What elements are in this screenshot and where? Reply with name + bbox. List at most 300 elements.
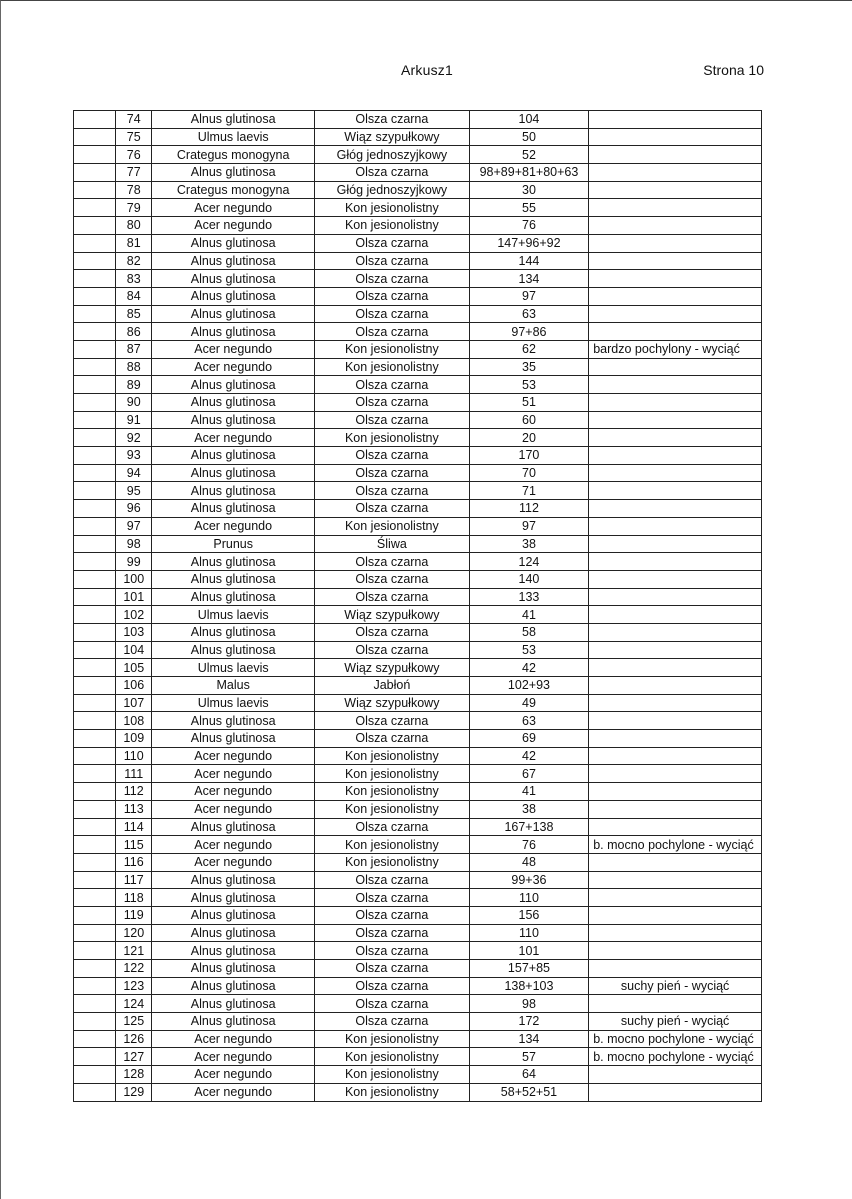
girth-cell: 140 bbox=[469, 570, 589, 588]
blank-cell bbox=[74, 588, 116, 606]
note-cell bbox=[589, 429, 762, 447]
girth-cell: 42 bbox=[469, 659, 589, 677]
note-cell bbox=[589, 535, 762, 553]
girth-cell: 138+103 bbox=[469, 977, 589, 995]
latin-name-cell: Alnus glutinosa bbox=[152, 323, 315, 341]
note-cell bbox=[589, 871, 762, 889]
blank-cell bbox=[74, 853, 116, 871]
table-row bbox=[74, 659, 762, 677]
tree-number-cell: 109 bbox=[116, 730, 152, 748]
note-cell bbox=[589, 553, 762, 571]
girth-cell: 60 bbox=[469, 411, 589, 429]
polish-name-cell: Olsza czarna bbox=[315, 818, 470, 836]
note-cell bbox=[589, 747, 762, 765]
table-row bbox=[74, 570, 762, 588]
blank-cell bbox=[74, 712, 116, 730]
tree-number-cell: 78 bbox=[116, 181, 152, 199]
table-row bbox=[74, 942, 762, 960]
girth-cell: 167+138 bbox=[469, 818, 589, 836]
girth-cell: 49 bbox=[469, 694, 589, 712]
polish-name-cell: Olsza czarna bbox=[315, 447, 470, 465]
polish-name-cell: Olsza czarna bbox=[315, 730, 470, 748]
note-cell bbox=[589, 394, 762, 412]
tree-number-cell: 88 bbox=[116, 358, 152, 376]
note-cell: suchy pień - wyciąć bbox=[589, 977, 762, 995]
girth-cell: 51 bbox=[469, 394, 589, 412]
blank-cell bbox=[74, 305, 116, 323]
note-cell bbox=[589, 606, 762, 624]
table-row bbox=[74, 181, 762, 199]
blank-cell bbox=[74, 340, 116, 358]
polish-name-cell: Kon jesionolistny bbox=[315, 783, 470, 801]
tree-number-cell: 122 bbox=[116, 960, 152, 978]
table-row bbox=[74, 924, 762, 942]
table-row bbox=[74, 447, 762, 465]
note-cell bbox=[589, 128, 762, 146]
table-row bbox=[74, 889, 762, 907]
blank-cell bbox=[74, 694, 116, 712]
latin-name-cell: Acer negundo bbox=[152, 358, 315, 376]
note-cell bbox=[589, 1066, 762, 1084]
blank-cell bbox=[74, 747, 116, 765]
girth-cell: 133 bbox=[469, 588, 589, 606]
tree-number-cell: 128 bbox=[116, 1066, 152, 1084]
blank-cell bbox=[74, 323, 116, 341]
girth-cell: 52 bbox=[469, 146, 589, 164]
girth-cell: 38 bbox=[469, 800, 589, 818]
polish-name-cell: Olsza czarna bbox=[315, 111, 470, 129]
latin-name-cell: Alnus glutinosa bbox=[152, 942, 315, 960]
table-row bbox=[74, 252, 762, 270]
table-row bbox=[74, 323, 762, 341]
girth-cell: 50 bbox=[469, 128, 589, 146]
table-body bbox=[74, 111, 762, 1102]
polish-name-cell: Kon jesionolistny bbox=[315, 1030, 470, 1048]
polish-name-cell: Olsza czarna bbox=[315, 394, 470, 412]
girth-cell: 156 bbox=[469, 906, 589, 924]
girth-cell: 48 bbox=[469, 853, 589, 871]
tree-number-cell: 99 bbox=[116, 553, 152, 571]
polish-name-cell: Olsza czarna bbox=[315, 323, 470, 341]
blank-cell bbox=[74, 1066, 116, 1084]
latin-name-cell: Ulmus laevis bbox=[152, 659, 315, 677]
table-row bbox=[74, 464, 762, 482]
latin-name-cell: Acer negundo bbox=[152, 853, 315, 871]
blank-cell bbox=[74, 252, 116, 270]
blank-cell bbox=[74, 570, 116, 588]
latin-name-cell: Alnus glutinosa bbox=[152, 712, 315, 730]
girth-cell: 157+85 bbox=[469, 960, 589, 978]
note-cell: suchy pień - wyciąć bbox=[589, 1013, 762, 1031]
note-cell bbox=[589, 818, 762, 836]
blank-cell bbox=[74, 1048, 116, 1066]
latin-name-cell: Acer negundo bbox=[152, 836, 315, 854]
polish-name-cell: Olsza czarna bbox=[315, 287, 470, 305]
latin-name-cell: Acer negundo bbox=[152, 517, 315, 535]
table-row bbox=[74, 535, 762, 553]
note-cell bbox=[589, 199, 762, 217]
tree-number-cell: 107 bbox=[116, 694, 152, 712]
polish-name-cell: Kon jesionolistny bbox=[315, 800, 470, 818]
blank-cell bbox=[74, 217, 116, 235]
latin-name-cell: Alnus glutinosa bbox=[152, 305, 315, 323]
table-row bbox=[74, 411, 762, 429]
note-cell bbox=[589, 659, 762, 677]
tree-number-cell: 106 bbox=[116, 677, 152, 695]
table-row bbox=[74, 800, 762, 818]
latin-name-cell: Alnus glutinosa bbox=[152, 977, 315, 995]
blank-cell bbox=[74, 482, 116, 500]
polish-name-cell: Kon jesionolistny bbox=[315, 199, 470, 217]
blank-cell bbox=[74, 871, 116, 889]
girth-cell: 57 bbox=[469, 1048, 589, 1066]
table-row bbox=[74, 588, 762, 606]
latin-name-cell: Alnus glutinosa bbox=[152, 889, 315, 907]
tree-number-cell: 115 bbox=[116, 836, 152, 854]
tree-number-cell: 112 bbox=[116, 783, 152, 801]
blank-cell bbox=[74, 270, 116, 288]
girth-cell: 63 bbox=[469, 305, 589, 323]
latin-name-cell: Alnus glutinosa bbox=[152, 1013, 315, 1031]
tree-number-cell: 83 bbox=[116, 270, 152, 288]
note-cell bbox=[589, 164, 762, 182]
latin-name-cell: Acer negundo bbox=[152, 800, 315, 818]
girth-cell: 76 bbox=[469, 836, 589, 854]
note-cell bbox=[589, 800, 762, 818]
tree-number-cell: 103 bbox=[116, 623, 152, 641]
table-row bbox=[74, 677, 762, 695]
polish-name-cell: Kon jesionolistny bbox=[315, 765, 470, 783]
table-row bbox=[74, 712, 762, 730]
polish-name-cell: Kon jesionolistny bbox=[315, 836, 470, 854]
tree-number-cell: 76 bbox=[116, 146, 152, 164]
tree-number-cell: 82 bbox=[116, 252, 152, 270]
girth-cell: 63 bbox=[469, 712, 589, 730]
polish-name-cell: Olsza czarna bbox=[315, 464, 470, 482]
polish-name-cell: Olsza czarna bbox=[315, 960, 470, 978]
tree-number-cell: 117 bbox=[116, 871, 152, 889]
note-cell bbox=[589, 146, 762, 164]
note-cell bbox=[589, 694, 762, 712]
note-cell bbox=[589, 464, 762, 482]
polish-name-cell: Kon jesionolistny bbox=[315, 358, 470, 376]
polish-name-cell: Wiąz szypułkowy bbox=[315, 606, 470, 624]
note-cell bbox=[589, 517, 762, 535]
blank-cell bbox=[74, 730, 116, 748]
note-cell: b. mocno pochylone - wyciąć bbox=[589, 1048, 762, 1066]
girth-cell: 97+86 bbox=[469, 323, 589, 341]
table-row bbox=[74, 995, 762, 1013]
blank-cell bbox=[74, 358, 116, 376]
girth-cell: 70 bbox=[469, 464, 589, 482]
latin-name-cell: Prunus bbox=[152, 535, 315, 553]
tree-number-cell: 121 bbox=[116, 942, 152, 960]
table-row bbox=[74, 1048, 762, 1066]
table-row bbox=[74, 1030, 762, 1048]
tree-number-cell: 75 bbox=[116, 128, 152, 146]
girth-cell: 30 bbox=[469, 181, 589, 199]
latin-name-cell: Alnus glutinosa bbox=[152, 730, 315, 748]
note-cell bbox=[589, 181, 762, 199]
polish-name-cell: Kon jesionolistny bbox=[315, 217, 470, 235]
note-cell bbox=[589, 111, 762, 129]
blank-cell bbox=[74, 836, 116, 854]
table-row bbox=[74, 906, 762, 924]
note-cell bbox=[589, 942, 762, 960]
girth-cell: 76 bbox=[469, 217, 589, 235]
blank-cell bbox=[74, 1030, 116, 1048]
polish-name-cell: Olsza czarna bbox=[315, 871, 470, 889]
polish-name-cell: Olsza czarna bbox=[315, 305, 470, 323]
tree-number-cell: 125 bbox=[116, 1013, 152, 1031]
note-cell bbox=[589, 482, 762, 500]
note-cell bbox=[589, 712, 762, 730]
tree-number-cell: 85 bbox=[116, 305, 152, 323]
girth-cell: 20 bbox=[469, 429, 589, 447]
note-cell bbox=[589, 500, 762, 518]
note-cell bbox=[589, 570, 762, 588]
blank-cell bbox=[74, 606, 116, 624]
note-cell bbox=[589, 853, 762, 871]
latin-name-cell: Alnus glutinosa bbox=[152, 252, 315, 270]
table-row bbox=[74, 871, 762, 889]
polish-name-cell: Kon jesionolistny bbox=[315, 340, 470, 358]
tree-number-cell: 100 bbox=[116, 570, 152, 588]
latin-name-cell: Alnus glutinosa bbox=[152, 394, 315, 412]
girth-cell: 41 bbox=[469, 606, 589, 624]
girth-cell: 67 bbox=[469, 765, 589, 783]
note-cell bbox=[589, 411, 762, 429]
tree-number-cell: 119 bbox=[116, 906, 152, 924]
latin-name-cell: Acer negundo bbox=[152, 1066, 315, 1084]
girth-cell: 147+96+92 bbox=[469, 234, 589, 252]
girth-cell: 71 bbox=[469, 482, 589, 500]
blank-cell bbox=[74, 783, 116, 801]
table-row bbox=[74, 146, 762, 164]
table-row bbox=[74, 623, 762, 641]
table-row bbox=[74, 164, 762, 182]
polish-name-cell: Kon jesionolistny bbox=[315, 1083, 470, 1101]
polish-name-cell: Olsza czarna bbox=[315, 942, 470, 960]
polish-name-cell: Jabłoń bbox=[315, 677, 470, 695]
table-row bbox=[74, 111, 762, 129]
latin-name-cell: Alnus glutinosa bbox=[152, 871, 315, 889]
table-row bbox=[74, 1013, 762, 1031]
tree-number-cell: 74 bbox=[116, 111, 152, 129]
polish-name-cell: Kon jesionolistny bbox=[315, 853, 470, 871]
tree-number-cell: 113 bbox=[116, 800, 152, 818]
table-row bbox=[74, 234, 762, 252]
tree-number-cell: 104 bbox=[116, 641, 152, 659]
girth-cell: 64 bbox=[469, 1066, 589, 1084]
table-row bbox=[74, 747, 762, 765]
tree-number-cell: 94 bbox=[116, 464, 152, 482]
girth-cell: 55 bbox=[469, 199, 589, 217]
blank-cell bbox=[74, 464, 116, 482]
latin-name-cell: Alnus glutinosa bbox=[152, 411, 315, 429]
latin-name-cell: Alnus glutinosa bbox=[152, 570, 315, 588]
tree-number-cell: 101 bbox=[116, 588, 152, 606]
polish-name-cell: Olsza czarna bbox=[315, 889, 470, 907]
polish-name-cell: Olsza czarna bbox=[315, 482, 470, 500]
latin-name-cell: Alnus glutinosa bbox=[152, 553, 315, 571]
girth-cell: 101 bbox=[469, 942, 589, 960]
note-cell bbox=[589, 358, 762, 376]
note-cell bbox=[589, 995, 762, 1013]
polish-name-cell: Głóg jednoszyjkowy bbox=[315, 146, 470, 164]
table-row bbox=[74, 217, 762, 235]
tree-number-cell: 84 bbox=[116, 287, 152, 305]
latin-name-cell: Alnus glutinosa bbox=[152, 818, 315, 836]
polish-name-cell: Olsza czarna bbox=[315, 500, 470, 518]
blank-cell bbox=[74, 181, 116, 199]
table-row bbox=[74, 394, 762, 412]
blank-cell bbox=[74, 960, 116, 978]
latin-name-cell: Crategus monogyna bbox=[152, 181, 315, 199]
note-cell bbox=[589, 623, 762, 641]
blank-cell bbox=[74, 889, 116, 907]
blank-cell bbox=[74, 995, 116, 1013]
girth-cell: 98 bbox=[469, 995, 589, 1013]
blank-cell bbox=[74, 800, 116, 818]
girth-cell: 134 bbox=[469, 270, 589, 288]
tree-number-cell: 93 bbox=[116, 447, 152, 465]
polish-name-cell: Wiąz szypułkowy bbox=[315, 128, 470, 146]
polish-name-cell: Olsza czarna bbox=[315, 1013, 470, 1031]
tree-number-cell: 95 bbox=[116, 482, 152, 500]
latin-name-cell: Alnus glutinosa bbox=[152, 447, 315, 465]
polish-name-cell: Olsza czarna bbox=[315, 270, 470, 288]
latin-name-cell: Ulmus laevis bbox=[152, 606, 315, 624]
tree-number-cell: 110 bbox=[116, 747, 152, 765]
table-row bbox=[74, 606, 762, 624]
blank-cell bbox=[74, 818, 116, 836]
table-row bbox=[74, 853, 762, 871]
latin-name-cell: Crategus monogyna bbox=[152, 146, 315, 164]
latin-name-cell: Alnus glutinosa bbox=[152, 234, 315, 252]
polish-name-cell: Kon jesionolistny bbox=[315, 429, 470, 447]
table-row bbox=[74, 287, 762, 305]
tree-number-cell: 92 bbox=[116, 429, 152, 447]
latin-name-cell: Acer negundo bbox=[152, 217, 315, 235]
blank-cell bbox=[74, 146, 116, 164]
polish-name-cell: Głóg jednoszyjkowy bbox=[315, 181, 470, 199]
polish-name-cell: Kon jesionolistny bbox=[315, 517, 470, 535]
note-cell: b. mocno pochylone - wyciąć bbox=[589, 836, 762, 854]
polish-name-cell: Olsza czarna bbox=[315, 234, 470, 252]
note-cell bbox=[589, 889, 762, 907]
note-cell bbox=[589, 287, 762, 305]
sheet-title: Arkusz1 bbox=[401, 62, 453, 78]
note-cell bbox=[589, 960, 762, 978]
blank-cell bbox=[74, 977, 116, 995]
latin-name-cell: Ulmus laevis bbox=[152, 128, 315, 146]
girth-cell: 38 bbox=[469, 535, 589, 553]
girth-cell: 41 bbox=[469, 783, 589, 801]
polish-name-cell: Olsza czarna bbox=[315, 164, 470, 182]
blank-cell bbox=[74, 411, 116, 429]
girth-cell: 104 bbox=[469, 111, 589, 129]
blank-cell bbox=[74, 535, 116, 553]
tree-number-cell: 127 bbox=[116, 1048, 152, 1066]
latin-name-cell: Acer negundo bbox=[152, 429, 315, 447]
latin-name-cell: Alnus glutinosa bbox=[152, 270, 315, 288]
tree-number-cell: 89 bbox=[116, 376, 152, 394]
girth-cell: 42 bbox=[469, 747, 589, 765]
note-cell bbox=[589, 906, 762, 924]
table-row bbox=[74, 500, 762, 518]
girth-cell: 53 bbox=[469, 376, 589, 394]
table-row bbox=[74, 765, 762, 783]
latin-name-cell: Malus bbox=[152, 677, 315, 695]
latin-name-cell: Acer negundo bbox=[152, 199, 315, 217]
girth-cell: 134 bbox=[469, 1030, 589, 1048]
girth-cell: 97 bbox=[469, 287, 589, 305]
latin-name-cell: Alnus glutinosa bbox=[152, 960, 315, 978]
tree-number-cell: 124 bbox=[116, 995, 152, 1013]
note-cell bbox=[589, 217, 762, 235]
tree-number-cell: 97 bbox=[116, 517, 152, 535]
tree-number-cell: 114 bbox=[116, 818, 152, 836]
tree-number-cell: 80 bbox=[116, 217, 152, 235]
table-row bbox=[74, 1066, 762, 1084]
note-cell bbox=[589, 252, 762, 270]
tree-number-cell: 108 bbox=[116, 712, 152, 730]
table-row bbox=[74, 836, 762, 854]
table-row bbox=[74, 429, 762, 447]
blank-cell bbox=[74, 906, 116, 924]
polish-name-cell: Olsza czarna bbox=[315, 553, 470, 571]
tree-number-cell: 81 bbox=[116, 234, 152, 252]
polish-name-cell: Kon jesionolistny bbox=[315, 1066, 470, 1084]
blank-cell bbox=[74, 659, 116, 677]
polish-name-cell: Olsza czarna bbox=[315, 623, 470, 641]
note-cell bbox=[589, 641, 762, 659]
latin-name-cell: Acer negundo bbox=[152, 1083, 315, 1101]
blank-cell bbox=[74, 1013, 116, 1031]
note-cell bbox=[589, 323, 762, 341]
tree-number-cell: 96 bbox=[116, 500, 152, 518]
note-cell bbox=[589, 924, 762, 942]
blank-cell bbox=[74, 623, 116, 641]
latin-name-cell: Alnus glutinosa bbox=[152, 287, 315, 305]
note-cell bbox=[589, 305, 762, 323]
table-row bbox=[74, 199, 762, 217]
table-row bbox=[74, 641, 762, 659]
tree-number-cell: 105 bbox=[116, 659, 152, 677]
polish-name-cell: Olsza czarna bbox=[315, 252, 470, 270]
latin-name-cell: Acer negundo bbox=[152, 1048, 315, 1066]
tree-number-cell: 116 bbox=[116, 853, 152, 871]
latin-name-cell: Alnus glutinosa bbox=[152, 641, 315, 659]
polish-name-cell: Wiąz szypułkowy bbox=[315, 659, 470, 677]
girth-cell: 102+93 bbox=[469, 677, 589, 695]
latin-name-cell: Alnus glutinosa bbox=[152, 376, 315, 394]
blank-cell bbox=[74, 287, 116, 305]
latin-name-cell: Alnus glutinosa bbox=[152, 588, 315, 606]
note-cell bbox=[589, 376, 762, 394]
table-row bbox=[74, 340, 762, 358]
note-cell bbox=[589, 447, 762, 465]
polish-name-cell: Olsza czarna bbox=[315, 906, 470, 924]
blank-cell bbox=[74, 234, 116, 252]
girth-cell: 110 bbox=[469, 924, 589, 942]
latin-name-cell: Ulmus laevis bbox=[152, 694, 315, 712]
girth-cell: 170 bbox=[469, 447, 589, 465]
girth-cell: 99+36 bbox=[469, 871, 589, 889]
latin-name-cell: Acer negundo bbox=[152, 1030, 315, 1048]
polish-name-cell: Olsza czarna bbox=[315, 411, 470, 429]
